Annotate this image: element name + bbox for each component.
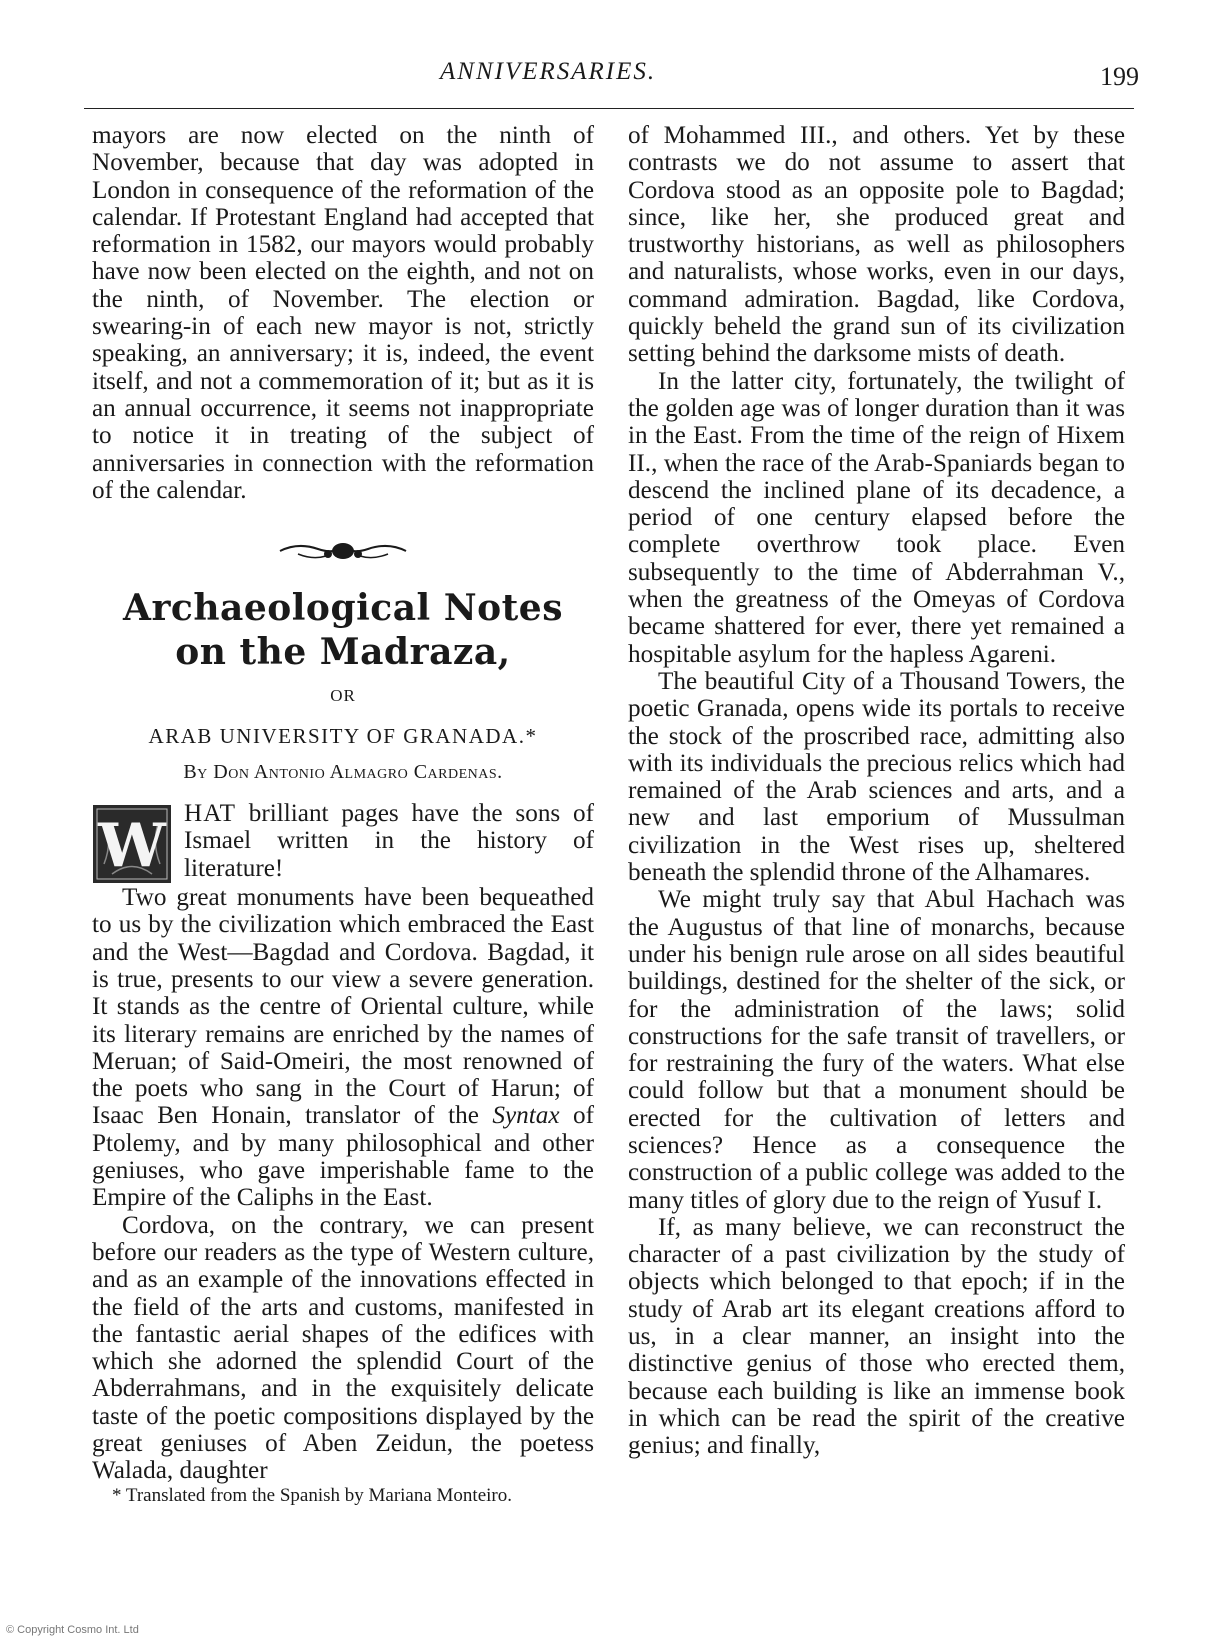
paragraph-granada: The beautiful City of a Thousand Towers, the poetic Granada, opens wide its portals to receive the stock of the proscribed race, admitting also with its individuals the precious relics which had remained of the Arab sciences and arts, and a new and last emporium of Mussulman civilization in the West rises up, sheltered beneath the splendid throne of the Alhamares. [628, 667, 1125, 887]
article-subtitle: ARAB UNIVERSITY OF GRANADA.* [148, 724, 538, 749]
paragraph-mohammed: of Mohammed III., and others. Yet by these contrasts we do not assume to assert that Cordova stood as an opposite pole to Bagdad; since, like her, she produced great and trustworthy historians, as well as philosophers and naturalists, whose works, even in our days, command admiration. Bagdad, like Cordova, quickly beheld the grand sun of its civilization setting behind the darksome mists of death. [628, 122, 1125, 368]
paragraph-reconstruct: If, as many believe, we can reconstruct the character of a past civilization by the study of objects which belonged to that epoch; if in the study of Arab art its elegant creations afford to us, in a clear manner, an insight into the distinctive genius of those who erected them, because each building is like an immense book in which can be read the spirit of the creative genius; and finally, [628, 1213, 1125, 1460]
author-byline: By Don Antonio Almagro Cardenas. [183, 760, 503, 783]
opening-paragraph [92, 800, 594, 882]
paragraph-twilight: In the latter city, fortunately, the twilight of the golden age was of longer duration than it was in the East. From the time of the reign of Hixem II., when the race of the Arab-Spaniards began to descend the inclined plane of its decadence, a period of one century elapsed before the complete overthrow took place. Even subsequently to the time of Abderrahman V., when the greatness of the Omeyas of Cordova became shattered for ever, there yet remained a hospitable asylum for the hapless Agareni. [628, 367, 1125, 668]
svg-text:W: W [98, 811, 166, 882]
monuments-text-b: of Ptolemy, and by many philosophical and other geniuses, who gave imperishable fame to the Empire of the Caliphs in the East. [92, 1102, 594, 1212]
article-title: Archaeological Notes on the Madraza, [123, 587, 563, 674]
copyright-watermark: © Copyright Cosmo Int. Ltd [6, 1624, 139, 1636]
dropcap-ornament-icon [92, 804, 172, 884]
running-head: ANNIVERSARIES. [440, 58, 657, 85]
monuments-text-a: Two great monuments have been bequeathed to us by the civilization which embraced the East and the West—Bagdad and Cordova. Bagdad, it is true, presents to our view a severe generation. It stands as the centre of Oriental culture, while its literary remains are enriched by the names of Meruan; of Said-Omeiri, the most renowned of the poets who sang in the Court of Harun; of Isaac Ben Honain, translator of the [92, 884, 594, 1130]
left-column [92, 122, 594, 1507]
header-rule [84, 108, 1134, 109]
dropcap-initial [92, 804, 172, 884]
continuation-paragraph: mayors are now elected on the ninth of November, because that day was adopted in London in consequence of the reformation of the calendar. If Protestant England had accepted that reformation in 1582, our mayors would probably have now been elected on the eighth, and not on the ninth, of November. The election or swearing-in of each new mayor is not, strictly speaking, an anniversary; it is, indeed, the event itself, and not a commemoration of it; but as it is an annual occurrence, it seems not inappropriate to notice it in treating of the subject of anniversaries in connection with the reformation of the calendar. [92, 122, 594, 504]
syntax-title: Syntax [492, 1102, 560, 1130]
lead-word: HAT [184, 800, 236, 828]
ornament-divider-icon [278, 538, 408, 564]
paragraph-cordova: Cordova, on the contrary, we can present before our readers as the type of Western culture, and as an example of the innovations effected in the field of the arts and customs, manifested in the fantastic aerial shapes of the edifices with which she adorned the splendid Court of the Abderrahmans, and in the exquisitely delicate taste of the poetic compositions displayed by the great geniuses of Aben Zeidun, the poetess Walada, daughter [92, 1211, 594, 1485]
page-number: 199 [1100, 62, 1139, 91]
footnote: * Translated from the Spanish by Mariana Monteiro. [112, 1484, 513, 1506]
right-column [628, 122, 1125, 1460]
paragraph-abul-hachach: We might truly say that Abul Hachach was the Augustus of that line of monarchs, because under his benign rule arose on all sides beautiful buildings, destined for the shelter of the sick, or for the administration of the laws; solid constructions for the safe transit of travellers, or for restraining the fury of the waters. What else could follow but that a monument should be erected for the cultivation of letters and sciences? Hence as a consequence the construction of a public college was added to the many titles of glory due to the reign of Yusuf I. [628, 886, 1125, 1214]
opening-text: brilliant pages have the sons of Ismael written in the history of literature! [184, 800, 594, 882]
title-or: OR [330, 686, 356, 706]
paragraph-monuments [92, 884, 594, 1212]
